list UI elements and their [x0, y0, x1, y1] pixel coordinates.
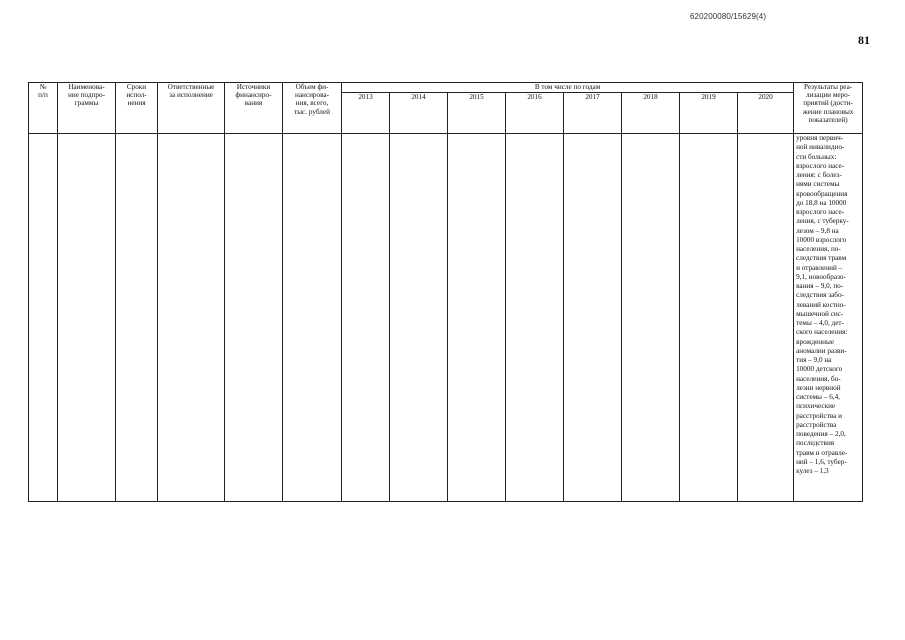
- table-row: [29, 134, 863, 502]
- year-header: 2015: [448, 93, 506, 134]
- col-header-responsible: Ответственные за исполнение: [158, 83, 225, 134]
- col-header-funding-sources: Источники финансиро- вания: [225, 83, 283, 134]
- cell-year-2019: [680, 134, 738, 502]
- cell-year-2016: [506, 134, 564, 502]
- cell-results: [794, 134, 863, 502]
- cell-year-2013: [342, 134, 390, 502]
- col-header-results: Результаты реа- лизации меро- приятий (дости- жение плановых показателей): [794, 83, 863, 134]
- year-header: 2014: [390, 93, 448, 134]
- cell-year-2015: [448, 134, 506, 502]
- cell-funding-volume: [283, 134, 342, 502]
- cell-terms: [116, 134, 158, 502]
- cell-year-2017: [564, 134, 622, 502]
- year-header: 2013: [342, 93, 390, 134]
- cell-year-2018: [622, 134, 680, 502]
- year-header: 2016: [506, 93, 564, 134]
- col-header-subprogram-name: Наименова- ние подпро- граммы: [58, 83, 116, 134]
- cell-year-2020: [738, 134, 794, 502]
- year-header: 2020: [738, 93, 794, 134]
- col-header-funding-volume: Объем фи- нансирова- ния, всего, тыс. рублей: [283, 83, 342, 134]
- year-header: 2017: [564, 93, 622, 134]
- year-header: 2018: [622, 93, 680, 134]
- col-header-number: № п/п: [29, 83, 58, 134]
- cell-number: [29, 134, 58, 502]
- col-header-terms: Сроки испол- нения: [116, 83, 158, 134]
- page-number: 81: [858, 33, 870, 47]
- cell-funding-sources: [225, 134, 283, 502]
- cell-subprogram-name: [58, 134, 116, 502]
- results-text: уровня первич- ной инвалидно- сти больных: взрослого насе- ления: с болез- нями системы кровообращения до 18,8 на 10000 взрослого насе- ления, с туберку- лезом – 9,8 на 10000 взрослого населения, по- следствия травм и отравлений – 9,1, новообразо- вания – 9,0, по- следствия забо- леваний костно- мышечной сис- темы – 4,0, дет- ского населения: врожденные аномалии разви- тия – 9,0 на 10000 детского населения, бо- лезни нервной системы – 6,4, психические расстройства и расстройства поведения – 2,0, последствия травм и отравле- ний – 1,6, тубер- кулез – 1,3: [796, 134, 849, 475]
- document-id: 620200080/15629(4): [690, 12, 767, 21]
- col-header-years-group: В том числе по годам: [342, 83, 794, 93]
- cell-responsible: [158, 134, 225, 502]
- year-header: 2019: [680, 93, 738, 134]
- program-table: [28, 82, 863, 502]
- cell-year-2014: [390, 134, 448, 502]
